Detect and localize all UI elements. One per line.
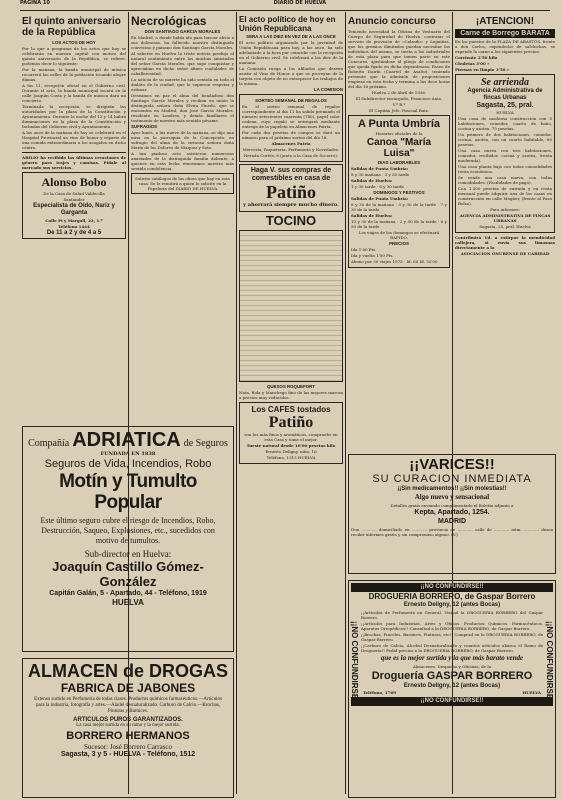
se-arrienda-ad: Se arrienda Agencia Administrativa de fincas Urbanas Sagasta, 25, pral. HUELVA Una casa de moderna construcción con 5 habitaciones, comedor, cuarto de baño, cocina y azotea. 75 pesetas. Un primero de dos habitaciones, comedor, cocina, azotea, con un cuarto habitable, 60 pesetas. Una casa nueva con tres habitaciones, comedor, recibidor, cocina y azotea, (renta moderada). Una casa planta baja con todas comodidades renta económica. Se vende una casa nueva, con todas comodidades. (Facilidades de pago). Con 1.500 pesetas de entrada y en renta mensual puede adquirir una de las casas en construcción en calle Mogüer, (frente al Paso Bolsa). Para informes: AGENCIA ADMINISTRATIVA DE FINCAS URBANAS Sagasta, 25, pral. Huelva: [455, 74, 555, 233]
article-title: Anuncio concurso: [348, 16, 436, 27]
patino-ad: Haga V. sus compras de comestibles en casa de Patiño y ahorrará siempre mucho dinero.: [239, 164, 343, 212]
page-header: [20, 0, 550, 11]
article-necrologicas: Necrológicas DON SANTIAGO GARCIA MORALES En Madrid, a donde había ido para buscar alivio a sus dolencias, ha fallecido nuestro distinguido convecino y paisano don Santiago García Morales. Al saberse en Huelva la triste noticia produjo el natural sentimiento entre las muchas amistades del señor García Morales, que supo conquistar y apreciaban en dicho señor afines cualidades de caballerosidad. La noticia de su muerte ha sido sentida en todo el ámbito de la ciudad, que lo supieron respetar y estimar. Deseamos en paz el alma del bondadoso don Santiago García Morales y reciban en unión la distinguida señora doña Elvira Pinedo, que se encuentra en Madrid, don José García Morales, residente en Londres, y demás familiares el testimonio de nuestro más sentido pésame. SUFRAGIOS Ayer lunes, a las nueve de la mañana, se dijo una misa en la parroquia de la Concepción, en sufragio del alma de la virtuosa señora doña María de los Dolores de Vázquez y Soto. A tan piadoso acto asistieron numerosas amistades de la distinguida familia doliente, a quienes en esta fecha renovamos nuestra más sentida condolencia. Solicite catálogos de las obras que hay en esta casa. Se le remitirá a quien lo solicite en la Papelería del DIARIO DE HUELVA: [131, 14, 234, 286]
masthead: DIARIO DE HUELVA: [273, 0, 327, 6]
alonso-bobo-ad: Alonso Bobo De la Casa de Salud Valdecilla Santander Especialista de Oído, Nariz y Garganta Calle Pi y Margall, 22, 1.º Teléfono 1444 De 11 a 2 y de 4 a 5: [22, 172, 126, 239]
article-aniversario: El quinto aniversario de la República LOS ACTOS DE HOY Por lo que a programa de los actos que hoy se celebrarán en nuestra capital con motivo del quinto aniversario de la República, se refiere, podemos decir lo siguiente: Por la mañana, la banda municipal de música recorrerá las calles de la población tocando alegre dianas. A las 11, recepción oficial en el Gobierno civil. Durante el acto, la banda municipal tocará en la calle Joaquín Costa y la banda de música dará un concierto. Terminada la recepción, se dirigirán las autoridades por la plaza de la Constitución y Ayuntamiento. Durante la noche del 13 y 14 habrá iluminaciones en la plaza de la Constitución y fachadas del Gobierno civil y Ayuntamiento. A las once de la mañana de hoy se celebrará en el Hospital Provincial un vino de honor y reparto de una comida extraordinaria a los acogidos en dicho centro. ABILIO ha recibido las últimas creaciones de género para trajes y camisas. Pídale al mercado sus servicios. Alonso Bobo De la Casa de Salud Valdecilla Santander Especialista de Oído, Nariz y Garganta Calle Pi y Margall, 22, 1.º Teléfono 1444 De 11 a 2 y de 4 a 5: [22, 14, 126, 286]
column-5: ¡ATENCION! Carne de Borrego BARATA En los puestos de la PLAZA DE ABASTOS, frente a don Carlos, expendedor de salchichas, se expende la carne a los siguientes precios: Corriente 2'50 kilo Chuletas 3'00 » Piernas en limpio 3'50 » Se arrienda Agencia Administrativa de fincas Urbanas Sagasta, 25, pral. HUELVA Una casa de moderna construcción con 5 habitaciones, comedor, cuarto de baño, cocina y azotea. 75 pesetas. Un primero de dos habitaciones, comedor, cocina, azotea, con un cuarto habitable, 60 pesetas. Una casa nueva con tres habitaciones, comedor, recibidor, cocina y azotea, (renta moderada). Una casa planta baja con todas comodidades renta económica. Se vende una casa nueva, con todas comodidades. (Facilidades de pago). Con 1.500 pesetas de entrada y en renta mensual puede adquirir una de las casas en construcción en calle Mogüer, (frente al Paso Bolsa). Para informes: AGENCIA ADMINISTRATIVA DE FINCAS URBANAS Sagasta, 25, pral. Huelva Contribuirá Vd. a extirpar la mendicidad callejera, si envía sus limosnas directamente a la ASOCIACION ONUBENSE DE CARIDAD: [455, 16, 555, 256]
column-3: El acto político de hoy en Unión Republicana SERA A LAS DIEZ EN VEZ DE A LAS ONCE El acto político organizado por la juventud de Unión Republicana para hoy, a las once, ha sido adelantado a la hora por coincidir con la recepción en el Gobierno civil. Se celebrará a las diez de la mañana. La Comisión ruega a los afiliados que deseen asistir al Vino de Honor a que se proveyan de la tarjeta con objeto de no entorpecer los trabajos de la misma. LA COMISION SORTEO SEMANAL DE REGALOS En el sorteo semanal de regalos correspondiente al día 11 ha salido premiado el número setecientos cuarenta (740), papel color cadena, cuyo regalo se entregará mediante entrega de la papeleta en Almacenes Patria. Por cada dos pesetas de compra se dará un número para el próximo sorteo del día 18. Almacenes Patria Mercería, Paquetería, Perfumería y Novedades. Hernán Cortés, 6 (junto a la Casa de Socorro). Haga V. sus compras de comestibles en casa de Patiño y ahorrará siempre mucho dinero. TOCINO QUESOS ROQUEFORT Nata, Bola y Manchego fino de las mejores marcas a precios muy reducidos. Los CAFES tostados Patiño son los más finos y aromáticos, compruebe en esta Casa y tome el mejor. Tueste natural desde 10'00 pesetas kilo Ernesto Deligny, núm. 16 Teléfono, 1315 HUELVA: [239, 14, 343, 796]
tocino-title: TOCINO: [265, 213, 317, 228]
price-list: [239, 230, 343, 382]
article-title: Necrológicas: [131, 14, 207, 28]
punta-umbria-ad: A Punta Umbría Horarios oficiales de la Canoa "María Luisa" DIAS LABORABLES Salidas de Punta Umbría: 8 y 30 mañana · 3 y 30 tarde Salidas de Huelva: 1 y 30 tarde · 6 y 30 tarde DOMINGOS Y FESTIVOS Salidas de Punta Umbría: 8 y 30 de la mañana · 3 y 30 de la tarde · 7 y 30 de la tarde Salidas de Huelva: 10 y 30 de la mañana · 2 y 30 de la tarde · 6 y 30 de la tarde Los viajes de los domingos se efectuará RAPIDO. PRECIOS Ida 1'00 Pts. Ida y vuelta 1'50 Pts. Abono por 30 viajes 1975 · Id. 60 Id. 32'00: [348, 115, 450, 268]
varices-ad: ¡¡VARICES!! SU CURACION INMEDIATA ¡¡Sin medicamentos!! ¡¡Sin molestias!! Algo nuevo y sensacional Detalles gratis enviando cumplimentado el Boletín adjunto a Kepta, Apartado, 1254. MADRID Don ............ domiciliado en ............ provincia de ............ calle de ............ núm. ............ desea recibir informes gratis y sin compromiso alguno. (V.): [348, 454, 556, 574]
article-title: El acto político de hoy en Unión Republicana: [239, 15, 336, 33]
column-divider: [345, 12, 346, 794]
almacen-drogas-ad: ALMACEN de DROGAS FABRICA DE JABONES Extenso surtido en Perfumería de todas clases. Productos químicos farmacéuticos.—Artículos para la industria, fotografía y artes.—Aladel desnaturalizado. Carburo de Calcio.—Brochas, Pinturas y Barnices. ARTICULOS PUROS GARANTIZADOS. La casa mejor surtida en su ramo y la mejor surtida. BORRERO HERMANOS Sucesor: José Borrero Carrasco Sagasta, 3 y 5 - HUELVA - Teléfono, 1512: [22, 658, 234, 798]
cafes-ad: Los CAFES tostados Patiño son los más finos y aromáticos, compruebe en esta Casa y tome el mejor. Tueste natural desde 10'00 pesetas kilo Ernesto Deligny, núm. 16 Teléfono, 1315 HUELVA: [239, 402, 343, 464]
column-divider: [236, 12, 237, 794]
abilio-ad: ABILIO ha recibido las últimas creaciones de género para trajes y camisas. Pídale al mercado sus servicios.: [22, 155, 126, 170]
adriatica-ad: Compañía ADRIATICA de Seguros FUNDADA EN 1838 Seguros de Vida, Incendios, Robo Motín y Tumulto Popular Este último seguro cubre el riesgo de Incendios, Robo, Destrucción, Saqueo, Explosiones, etc., sucedidos con motivo de tumultos. Sub-director en Huelva: Joaquín Castillo Gómez-González Capitán Galán, 5 - Apartado, 44 - Teléfono, 1919 HUELVA: [22, 426, 234, 652]
drogueria-borrero-ad: ¡¡NO CONFUNDIRSE!! DROGUERIA BORRERO, de Gaspar Borrero Ernesto Deligny, 12 (antes Bocas) ¡¡Artículos de Perfumería en General. Visitad la DROGUERIA BORRERO del Gaspar Borrero. ¡¡Artículos para Industrias, Artes y Oficios. Productos Químicos. Farmacéuticos. Aparatos Ortopédicos!! Consultad a la DROGUERIA BORRERO, de Gaspar Borrero. ¡¡Brochas, Pinceles, Barnices, Pinturas, etc!! Comprad en la DROGUERIA BORRERO, de Gaspar Borrero. ¡¡Carburo de Calcio, Alcohol Desnaturalizado y cuantos artículos abarca el Ramo de Droguería!! Pedid precios a la DROGUERIA BORRERO, de Gaspar Borrero. que es la mejor surtida y la que más barato vende Almacenes, Despacho y Oficinas, de la Droguería GASPAR BORRERO Ernesto Deligny, 12 (antes Bocas) Teléfono, 1769 HUELVA ¡¡NO CONFUNDIRSE!! ¡¡NO CONFUNDIRSE!! ¡¡NO CONFUNDIRSE!!: [348, 580, 556, 798]
papeleria-ad: Solicite catálogos de las obras que hay en esta casa. Se le remitirá a quien lo solicite en la Papelería del DIARIO DE HUELVA: [131, 173, 234, 194]
sorteo-box: SORTEO SEMANAL DE REGALOS En el sorteo semanal de regalos correspondiente al día 11 ha salido premiado el número setecientos cuarenta (740), papel color cadena, cuyo regalo se entregará mediante entrega de la papeleta en Almacenes Patria. Por cada dos pesetas de compra se dará un número para el próximo sorteo del día 18. Almacenes Patria Mercería, Paquetería, Perfumería y Novedades. Hernán Cortés, 6 (junto a la Casa de Socorro).: [239, 94, 343, 162]
article-title: El quinto aniversario de la República: [22, 16, 121, 38]
page-number: PAGINA 10: [20, 0, 50, 6]
column-4: Anuncio concurso Teniendo necesidad la Oficina de Vestuario del Cuerpo de Seguridad de Huelva, contratar el servicio de provisión de «Calzado» y Leguiñas, que los gremios ilimitados puedan necesitar los individuos del mismo, se invita a los industriales de esta plaza para que tomen parte en este Concurso, ajustándose al pliego de condiciones que queda fijado en dicha dependencia, Paseo de Roberto Dairín (Cuartel de Asalto), teniendo presente que la admisión de proposiciones empieza en esta fecha y termina a las doce horas del día 16 próximo. Huelva 2 de Abril de 1936. El Subdirector encargado, Francisco Ania. V.º B.º El Capitán Jefe, Pascual Ruiz. A Punta Umbría Horarios oficiales de la Canoa "María Luisa" DIAS LABORABLES Salidas de Punta Umbría: 8 y 30 mañana · 3 y 30 tarde Salidas de Huelva: 1 y 30 tarde · 6 y 30 tarde DOMINGOS Y FESTIVOS Salidas de Punta Umbría: 8 y 30 de la mañana · 3 y 30 de la tarde · 7 y 30 de la tarde Salidas de Huelva: 10 y 30 de la mañana · 2 y 30 de la tarde · 6 y 30 de la tarde Los viajes de los domingos se efectuará RAPIDO. PRECIOS Ida 1'00 Pts. Ida y vuelta 1'50 Pts. Abono por 30 viajes 1975 · Id. 60 Id. 32'00: [348, 14, 450, 448]
